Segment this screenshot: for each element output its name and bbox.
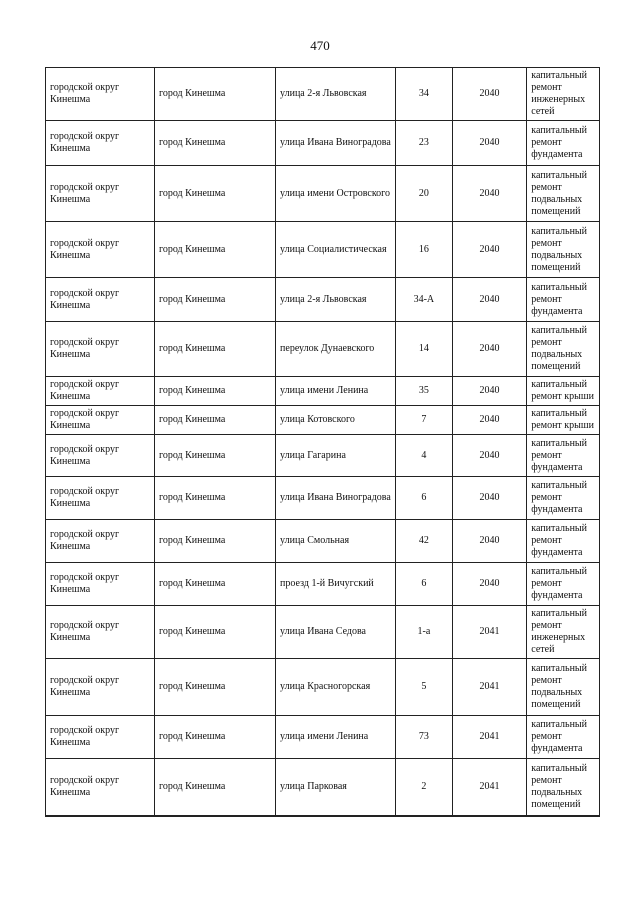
- work-type-cell: капитальный ремонт подвальных помещений: [527, 166, 600, 222]
- year-cell: 2040: [452, 477, 527, 520]
- city-cell: город Кинешма: [154, 563, 275, 606]
- table-row: [46, 520, 600, 563]
- work-type-cell: капитальный ремонт инженерных сетей: [527, 606, 600, 659]
- street-cell: переулок Дунаевского: [276, 322, 396, 377]
- street-cell: улица имени Островского: [276, 166, 396, 222]
- city-cell: город Кинешма: [154, 278, 275, 322]
- street-cell: улица Социалистическая: [276, 222, 396, 278]
- street-cell: улица 2-я Львовская: [276, 68, 396, 121]
- table-row: [46, 563, 600, 606]
- house-number-cell: 16: [396, 222, 453, 278]
- house-number-cell: 42: [396, 520, 453, 563]
- work-type-cell: капитальный ремонт инженерных сетей: [527, 68, 600, 121]
- work-type-cell: капитальный ремонт фундамента: [527, 435, 600, 477]
- street-cell: улица 2-я Львовская: [276, 278, 396, 322]
- street-cell: улица Ивана Виноградова: [276, 477, 396, 520]
- work-type-cell: капитальный ремонт крыши: [527, 406, 600, 435]
- city-cell: город Кинешма: [154, 520, 275, 563]
- table-body: [46, 68, 600, 816]
- year-cell: 2040: [452, 563, 527, 606]
- city-cell: город Кинешма: [154, 377, 275, 406]
- page-number: 470: [310, 38, 330, 53]
- municipality-cell: городской округ Кинешма: [46, 166, 155, 222]
- table-row: [46, 68, 600, 121]
- year-cell: 2040: [452, 278, 527, 322]
- street-cell: улица Парковая: [276, 759, 396, 816]
- table-row: [46, 659, 600, 716]
- city-cell: город Кинешма: [154, 716, 275, 759]
- municipality-cell: городской округ Кинешма: [46, 322, 155, 377]
- municipality-cell: городской округ Кинешма: [46, 222, 155, 278]
- house-number-cell: 20: [396, 166, 453, 222]
- table-row: [46, 606, 600, 659]
- street-cell: улица Гагарина: [276, 435, 396, 477]
- table-row: [46, 166, 600, 222]
- street-cell: улица имени Ленина: [276, 377, 396, 406]
- municipality-cell: городской округ Кинешма: [46, 520, 155, 563]
- municipality-cell: городской округ Кинешма: [46, 406, 155, 435]
- year-cell: 2041: [452, 759, 527, 816]
- house-number-cell: 4: [396, 435, 453, 477]
- city-cell: город Кинешма: [154, 477, 275, 520]
- table-row: [46, 222, 600, 278]
- municipality-cell: городской округ Кинешма: [46, 606, 155, 659]
- year-cell: 2040: [452, 435, 527, 477]
- city-cell: город Кинешма: [154, 322, 275, 377]
- city-cell: город Кинешма: [154, 68, 275, 121]
- house-number-cell: 1-а: [396, 606, 453, 659]
- year-cell: 2040: [452, 377, 527, 406]
- street-cell: улица Смольная: [276, 520, 396, 563]
- year-cell: 2041: [452, 716, 527, 759]
- city-cell: город Кинешма: [154, 435, 275, 477]
- year-cell: 2040: [452, 322, 527, 377]
- city-cell: город Кинешма: [154, 166, 275, 222]
- table-row: [46, 121, 600, 166]
- year-cell: 2040: [452, 222, 527, 278]
- city-cell: город Кинешма: [154, 659, 275, 716]
- work-type-cell: капитальный ремонт подвальных помещений: [527, 759, 600, 816]
- municipality-cell: городской округ Кинешма: [46, 477, 155, 520]
- table-row: [46, 477, 600, 520]
- street-cell: улица имени Ленина: [276, 716, 396, 759]
- municipality-cell: городской округ Кинешма: [46, 435, 155, 477]
- house-number-cell: 2: [396, 759, 453, 816]
- municipality-cell: городской округ Кинешма: [46, 563, 155, 606]
- city-cell: город Кинешма: [154, 759, 275, 816]
- work-type-cell: капитальный ремонт крыши: [527, 377, 600, 406]
- year-cell: 2041: [452, 606, 527, 659]
- municipality-cell: городской округ Кинешма: [46, 716, 155, 759]
- table-row: [46, 377, 600, 406]
- year-cell: 2040: [452, 121, 527, 166]
- year-cell: 2041: [452, 659, 527, 716]
- street-cell: проезд 1-й Вичугский: [276, 563, 396, 606]
- street-cell: улица Котовского: [276, 406, 396, 435]
- city-cell: город Кинешма: [154, 222, 275, 278]
- work-type-cell: капитальный ремонт подвальных помещений: [527, 322, 600, 377]
- municipality-cell: городской округ Кинешма: [46, 278, 155, 322]
- house-number-cell: 34-А: [396, 278, 453, 322]
- table-row: [46, 278, 600, 322]
- house-number-cell: 6: [396, 477, 453, 520]
- work-type-cell: капитальный ремонт фундамента: [527, 477, 600, 520]
- table-row: [46, 322, 600, 377]
- work-type-cell: капитальный ремонт фундамента: [527, 278, 600, 322]
- table-row: [46, 435, 600, 477]
- municipality-cell: городской округ Кинешма: [46, 68, 155, 121]
- year-cell: 2040: [452, 406, 527, 435]
- municipality-cell: городской округ Кинешма: [46, 659, 155, 716]
- work-type-cell: капитальный ремонт фундамента: [527, 716, 600, 759]
- city-cell: город Кинешма: [154, 406, 275, 435]
- city-cell: город Кинешма: [154, 606, 275, 659]
- municipality-cell: городской округ Кинешма: [46, 759, 155, 816]
- table-row: [46, 716, 600, 759]
- house-number-cell: 7: [396, 406, 453, 435]
- work-type-cell: капитальный ремонт подвальных помещений: [527, 659, 600, 716]
- year-cell: 2040: [452, 166, 527, 222]
- year-cell: 2040: [452, 520, 527, 563]
- work-type-cell: капитальный ремонт подвальных помещений: [527, 222, 600, 278]
- year-cell: 2040: [452, 68, 527, 121]
- street-cell: улица Ивана Виноградова: [276, 121, 396, 166]
- house-number-cell: 14: [396, 322, 453, 377]
- work-type-cell: капитальный ремонт фундамента: [527, 563, 600, 606]
- city-cell: город Кинешма: [154, 121, 275, 166]
- municipality-cell: городской округ Кинешма: [46, 121, 155, 166]
- work-type-cell: капитальный ремонт фундамента: [527, 121, 600, 166]
- house-number-cell: 34: [396, 68, 453, 121]
- table-row: [46, 406, 600, 435]
- street-cell: улица Ивана Седова: [276, 606, 396, 659]
- municipality-cell: городской округ Кинешма: [46, 377, 155, 406]
- work-type-cell: капитальный ремонт фундамента: [527, 520, 600, 563]
- house-number-cell: 6: [396, 563, 453, 606]
- repair-schedule-table: [45, 67, 600, 817]
- table-row: [46, 759, 600, 816]
- house-number-cell: 5: [396, 659, 453, 716]
- house-number-cell: 23: [396, 121, 453, 166]
- house-number-cell: 35: [396, 377, 453, 406]
- house-number-cell: 73: [396, 716, 453, 759]
- street-cell: улица Красногорская: [276, 659, 396, 716]
